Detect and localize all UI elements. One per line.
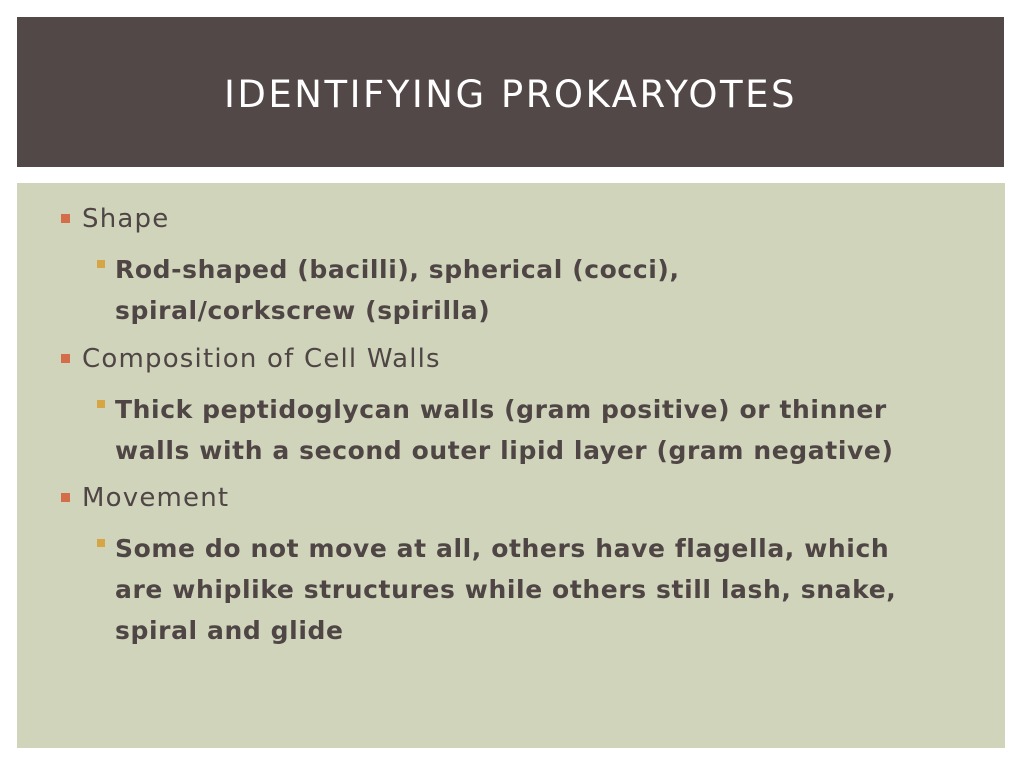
bullet-item-movement (61, 483, 229, 513)
slide-title: IDENTIFYING PROKARYOTES (224, 72, 797, 116)
sub-bullet-text: Some do not move at all, others have flagella, which (115, 534, 890, 563)
bullet-item-composition (61, 344, 441, 374)
bullet-label: Movement (82, 483, 230, 513)
sub-bullet-item-composition (97, 389, 893, 471)
bullet-label: Shape (82, 204, 170, 234)
sub-bullet-text: spiral and glide (115, 616, 344, 645)
square-subbullet-icon (97, 539, 105, 547)
sub-bullet-item-movement (97, 528, 896, 651)
square-subbullet-icon (97, 400, 105, 408)
sub-bullet-text: are whiplike structures while others still lash, snake, (115, 575, 897, 604)
sub-bullet-text: Thick peptidoglycan walls (gram positive) or thinner (115, 395, 887, 424)
content-panel (17, 183, 1005, 748)
title-bar (17, 17, 1004, 167)
sub-bullet-text: Rod-shaped (bacilli), spherical (cocci), (115, 255, 680, 284)
sub-bullet-item-shape (97, 249, 680, 331)
bullet-list (17, 183, 1005, 748)
bullet-label: Composition of Cell Walls (82, 344, 441, 374)
sub-bullet-text: walls with a second outer lipid layer (gram negative) (115, 436, 894, 465)
bullet-item-shape (61, 204, 169, 234)
square-bullet-icon (61, 214, 70, 223)
sub-bullet-text: spiral/corkscrew (spirilla) (115, 296, 491, 325)
square-bullet-icon (61, 493, 70, 502)
square-subbullet-icon (97, 260, 105, 268)
square-bullet-icon (61, 354, 70, 363)
